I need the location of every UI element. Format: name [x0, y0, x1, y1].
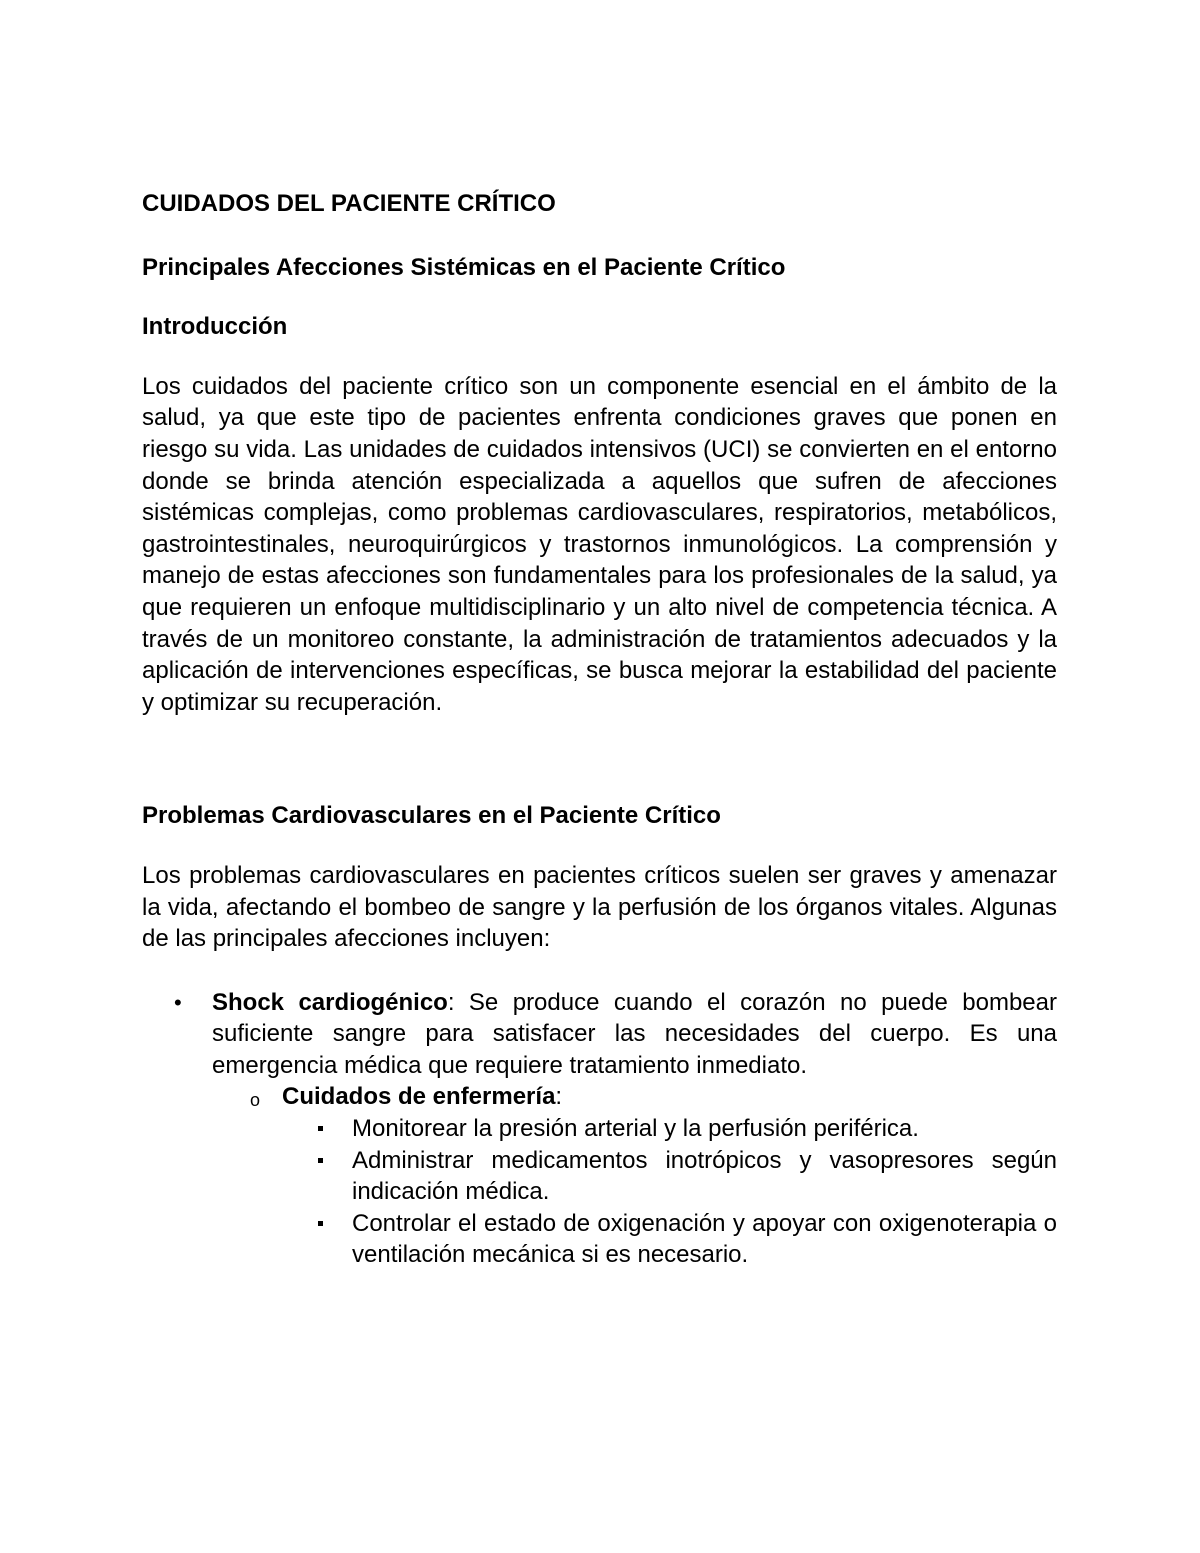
care-list — [352, 1113, 1057, 1271]
sub-list-item — [212, 1081, 1057, 1271]
care-item — [352, 1208, 1057, 1271]
care-item-text: Administrar medicamentos inotrópicos y vasopresores según indicación médica. — [352, 1146, 1057, 1206]
care-item — [352, 1113, 1057, 1145]
bullet-square-icon — [318, 1126, 323, 1131]
item-term: Shock cardiogénico — [212, 988, 448, 1016]
document-title: CUIDADOS DEL PACIENTE CRÍTICO — [142, 190, 556, 217]
bullet-square-icon — [318, 1158, 323, 1163]
afecciones-list — [142, 987, 1057, 1271]
care-item-text: Controlar el estado de oxigenación y apoyar con oxigenoterapia o ventilación mecánica si es necesario. — [352, 1209, 1057, 1269]
bullet-dot-icon: • — [174, 989, 182, 1015]
sub-heading-suffix: : — [555, 1083, 563, 1111]
sub-heading: Cuidados de enfermería — [282, 1083, 556, 1111]
intro-paragraph: Los cuidados del paciente crítico son un componente esencial en el ámbito de la salud, ya que este tipo de pacientes enfrenta condiciones graves que ponen en riesgo su vida. Las unidades de cuidados intensivos (UCI) se convierten en el entorno donde se brinda atención especializada a aquellos que sufren de afecciones sistémicas complejas, como problemas cardiovasculares, respiratorios, metabólicos, gastrointestinales, neuroquirúrgicos y trastornos inmunológicos. La comprensión y manejo de estas afecciones son fundamentales para los profesionales de la salud, ya que requieren un enfoque multidisciplinario y un alto nivel de competencia técnica. A través de un monitoreo constante, la administración de tratamientos adecuados y la aplicación de intervenciones específicas, se busca mejorar la estabilidad del paciente y optimizar su recuperación. — [142, 372, 1057, 716]
section-paragraph: Los problemas cardiovasculares en pacientes críticos suelen ser graves y amenazar la vida, afectando el bombeo de sangre y la perfusión de los órganos vitales. Algunas de las principales afecciones incluyen: — [142, 861, 1057, 953]
document-page — [142, 188, 1057, 1271]
section-spacer — [142, 718, 1057, 800]
section-heading: Problemas Cardiovasculares en el Paciente Crítico — [142, 802, 721, 830]
intro-heading: Introducción — [142, 313, 288, 341]
care-item-text: Monitorear la presión arterial y la perfusión periférica. — [352, 1115, 919, 1143]
sub-heading-line — [212, 1081, 1057, 1113]
list-item — [142, 987, 1057, 1271]
document-subtitle: Principales Afecciones Sistémicas en el Paciente Crítico — [142, 253, 786, 281]
item-description: : Se produce cuando el corazón no puede bombear suficiente sangre para satisfacer las necesidades del cuerpo. Es una emergencia médica que requiere tratamiento inmediato. — [212, 988, 1057, 1079]
care-item — [352, 1145, 1057, 1208]
bullet-square-icon — [318, 1221, 323, 1226]
bullet-circle-icon: o — [250, 1090, 261, 1111]
